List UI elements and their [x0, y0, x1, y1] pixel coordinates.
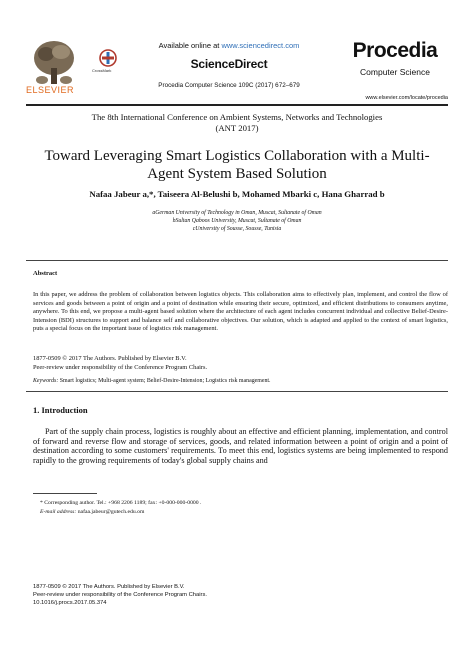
affiliation-b: bSultan Qaboos University, Muscat, Sultanate of Oman [172, 218, 302, 224]
conference-name [26, 112, 448, 134]
platform-name: ScienceDirect [190, 57, 268, 71]
email-line [40, 508, 201, 517]
journal-url[interactable]: www.elsevier.com/locate/procedia [365, 95, 448, 101]
abstract-heading: Abstract [33, 270, 58, 277]
page-footer [33, 583, 207, 607]
footnote [40, 499, 201, 517]
crossmark-label: CrossMark [92, 68, 112, 73]
paper-title-text: Toward Leveraging Smart Logistics Collaboration with a Multi- Agent System Based Solution [44, 148, 430, 182]
abstract-bottom-rule [26, 391, 448, 392]
keywords-list: Smart logistics; Multi-agent system; Belief-Desire-Intension; Logistics risk management. [58, 378, 271, 384]
paper-title [26, 147, 448, 183]
author-list: Nafaa Jabeur a,*, Taiseera Al-Belushi b, Mohamed Mbarki c, Hana Gharrad b [89, 189, 385, 199]
publisher-name: ELSEVIER [26, 85, 75, 95]
sciencedirect-link[interactable]: www.sciencedirect.com [221, 41, 300, 50]
keywords-label: Keywords: [33, 378, 59, 384]
journal-logo-subtitle: Computer Science [360, 67, 430, 77]
email-address[interactable]: nafaa.jabeur@gutech.edu.om [76, 509, 145, 515]
header-divider [26, 104, 448, 106]
corresponding-author: * Corresponding author. Tel.: +968 2206 1189; fax: +0-000-000-0000 . [40, 500, 202, 506]
abstract-copyright [33, 355, 207, 372]
elsevier-tree-logo [30, 38, 78, 90]
abstract-body: In this paper, we address the problem of collaboration between logistics objects. This collaboration aims to effectively plan, implement, and control the flow of services and goods between a point of origin and a point of destination while ensuring their secure, optimized, and efficient distributions to consumers anytime, anywhere. To this end, we propose a multi-agent based solution where the architecture of each agent includes concurrent individual and collective Belief-Desire-Intension (BDI) structures to support and balance self and collaborative objectives. Our solution, which is adapted and applied to the context of smart logistics, puts a special focus on the important issue of logistics risk management. [33, 291, 448, 332]
keywords-line [33, 378, 448, 384]
footer-issn: 1877-0509 © 2017 The Authors. Published by Elsevier B.V. [33, 584, 185, 590]
journal-reference: Procedia Computer Science 109C (2017) 672–679 [158, 82, 300, 89]
footer-review: Peer-review under responsibility of the Conference Program Chairs. [33, 592, 207, 598]
available-prefix: Available online at [158, 41, 222, 50]
email-label: E-mail address: [40, 509, 77, 515]
affiliation-a: aGerman University of Technology in Oman, Muscat, Sultanate of Oman [152, 210, 322, 216]
affiliation-list [26, 209, 448, 233]
abstract-top-rule [26, 260, 448, 261]
journal-logo-title: Procedia [352, 39, 438, 62]
footnote-rule [33, 493, 97, 494]
footer-doi[interactable]: 10.1016/j.procs.2017.05.374 [33, 600, 107, 606]
affiliation-c: cUniversity of Sousse, Sousse, Tunisia [192, 226, 282, 232]
introduction-paragraph: Part of the supply chain process, logistics is roughly about an effective and efficient planning, implementation, and control of forward and reverse flow and storage of services, goods, and related information between a point of origin and a point of destination according to some customers' requirements. To meet this end, logistics systems are being implemented to respond rapidly to the growing requirements of today's global supply chains and [33, 427, 448, 465]
conference-text: The 8th International Conference on Ambient Systems, Networks and Technologies (ANT 2017) [91, 112, 383, 133]
crossmark-icon[interactable] [99, 49, 117, 67]
section-heading-introduction: 1. Introduction [33, 405, 88, 415]
available-online-line [122, 41, 336, 50]
copyright-text: 1877-0509 © 2017 The Authors. Published by Elsevier B.V. Peer-review under responsibility of the Conference Program Chairs. [33, 355, 208, 371]
